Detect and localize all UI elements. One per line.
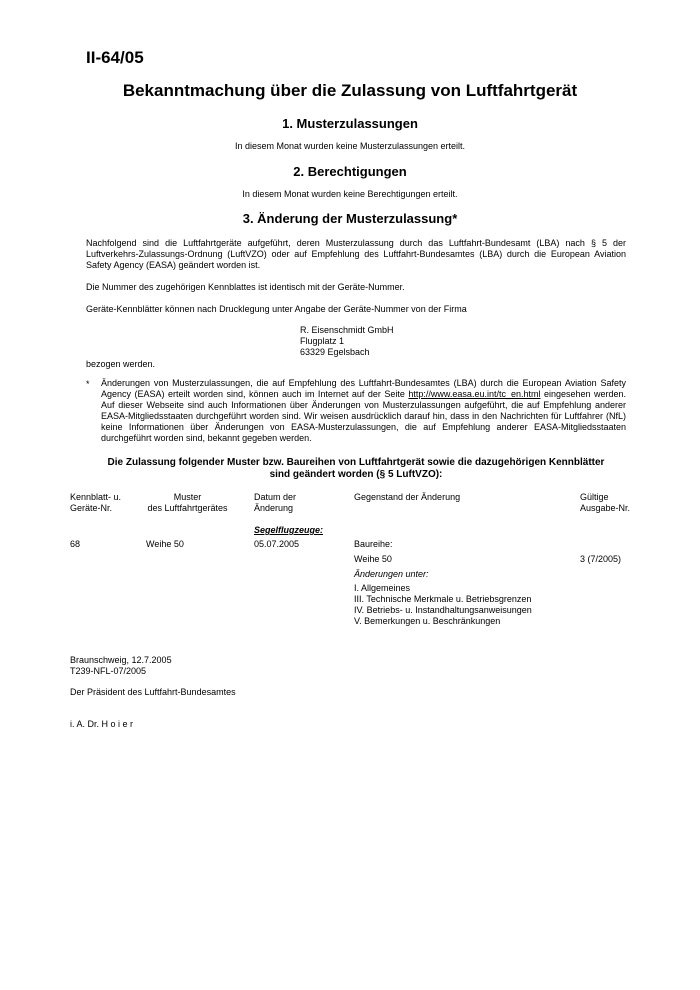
header-kennblatt-line2: Geräte-Nr. [70, 503, 113, 513]
header-datum-line2: Änderung [254, 503, 294, 513]
header-muster-line2: des Luftfahrtgerätes [147, 503, 228, 513]
place-date: Braunschweig, 12.7.2005 [70, 655, 172, 665]
header-gegenstand-line1: Gegenstand der Änderung [354, 492, 461, 502]
header-ausgabe-line2: Ausgabe-Nr. [580, 503, 631, 513]
row-aenderungen-list [354, 583, 532, 627]
order-note-end: bezogen werden. [86, 359, 156, 369]
signature: i. A. Dr. H o i e r [70, 719, 134, 729]
header-muster [135, 492, 240, 514]
address-company: R. Eisenschmidt GmbH [300, 325, 394, 335]
footnote [101, 378, 626, 444]
aenderung-item: III. Technische Merkmale u. Betriebsgrenzen [354, 594, 532, 604]
table-title-line1: Die Zulassung folgender Muster bzw. Baureihen von Luftfahrtgerät sowie die dazugehörigen Kennblätter [107, 457, 605, 468]
kennblatt-note: Die Nummer des zugehörigen Kennblattes ist identisch mit der Geräte-Nummer. [86, 282, 405, 292]
header-ausgabe [580, 492, 630, 514]
row-datum: 05.07.2005 [254, 539, 300, 549]
aenderung-item: V. Bemerkungen u. Beschränkungen [354, 616, 501, 626]
header-datum [254, 492, 296, 514]
row-baureihe-label: Baureihe: [354, 539, 393, 549]
section-2-text: In diesem Monat wurden keine Berechtigungen erteilt. [242, 189, 458, 199]
category-label: Segelflugzeuge: [254, 525, 324, 535]
aenderung-item: I. Allgemeines [354, 583, 411, 593]
order-note: Geräte-Kennblätter können nach Drucklegung unter Angabe der Geräte-Nummer von der Firma [86, 304, 467, 314]
address-street: Flugplatz 1 [300, 336, 345, 346]
aenderung-item: IV. Betriebs- u. Instandhaltungsanweisungen [354, 605, 532, 615]
row-nr: 68 [70, 539, 81, 549]
header-ausgabe-line1: Gültige [580, 492, 609, 502]
section-2-heading: 2. Berechtigungen [293, 164, 407, 179]
footnote-text-after: eingesehen werden. Auf dieser Webseite sind auch Informationen über Änderungen von Musterzulassungen aufgeführt, die auf Empfehlung anderer EASA-Mitgliedsstaaten durchgeführt worden sind. Wir weisen ausdrücklich darauf hin, dass in den Nachrichten für Luftfahrer (NfL) keine Informationen über Änderungen von EASA-Musterzulassungen, die auf Empfehlung anderer EASA-Mitgliedsstaaten durchgeführt worden sind, bekannt gegeben werden. [101, 389, 627, 443]
section-1-heading: 1. Musterzulassungen [282, 116, 418, 131]
section-3-heading: 3. Änderung der Musterzulassung* [242, 211, 458, 226]
row-aenderungen-label: Änderungen unter: [354, 569, 429, 579]
footnote-text-before: Änderungen von Musterzulassungen, die auf Empfehlung des Luftfahrt-Bundesamtes (LBA) durch die European Aviation Safety Agency (EASA) erteilt worden sind, können auch im Internet auf der Seite [101, 378, 626, 399]
header-datum-line1: Datum der [254, 492, 297, 502]
row-muster: Weihe 50 [146, 539, 184, 549]
header-muster-line1: Muster [173, 492, 202, 502]
footnote-marker: * [86, 379, 90, 389]
intro-paragraph: Nachfolgend sind die Luftfahrtgeräte aufgeführt, deren Musterzulassung durch das Luftfahrt-Bundesamt (LBA) nach § 5 der Luftverkehrs-Zulassungs-Ordnung (LuftVZO) oder auf Empfehlung des Luftfahrt-Bundesamtes (LBA) durch die European Aviation Safety Agency (EASA) geändert worden ist. [86, 238, 626, 270]
row-ausgabe: 3 (7/2005) [580, 554, 622, 564]
row-baureihe: Weihe 50 [354, 554, 392, 564]
table-title [86, 457, 626, 481]
table-title-line2: sind geändert worden (§ 5 LuftVZO): [269, 469, 443, 480]
header-gegenstand [354, 492, 460, 503]
document-id: II-64/05 [86, 48, 144, 67]
page-title: Bekanntmachung über die Zulassung von Luftfahrtgerät [122, 81, 578, 100]
easa-link[interactable]: http://www.easa.eu.int/tc_en.html [408, 389, 541, 399]
authority: Der Präsident des Luftfahrt-Bundesamtes [70, 687, 236, 697]
supplier-address [300, 325, 394, 358]
header-kennblatt-line1: Kennblatt- u. [70, 492, 122, 502]
header-kennblatt [70, 492, 121, 514]
reference-number: T239-NFL-07/2005 [70, 666, 147, 676]
address-city: 63329 Egelsbach [300, 347, 370, 357]
section-1-text: In diesem Monat wurden keine Musterzulassungen erteilt. [234, 141, 466, 151]
